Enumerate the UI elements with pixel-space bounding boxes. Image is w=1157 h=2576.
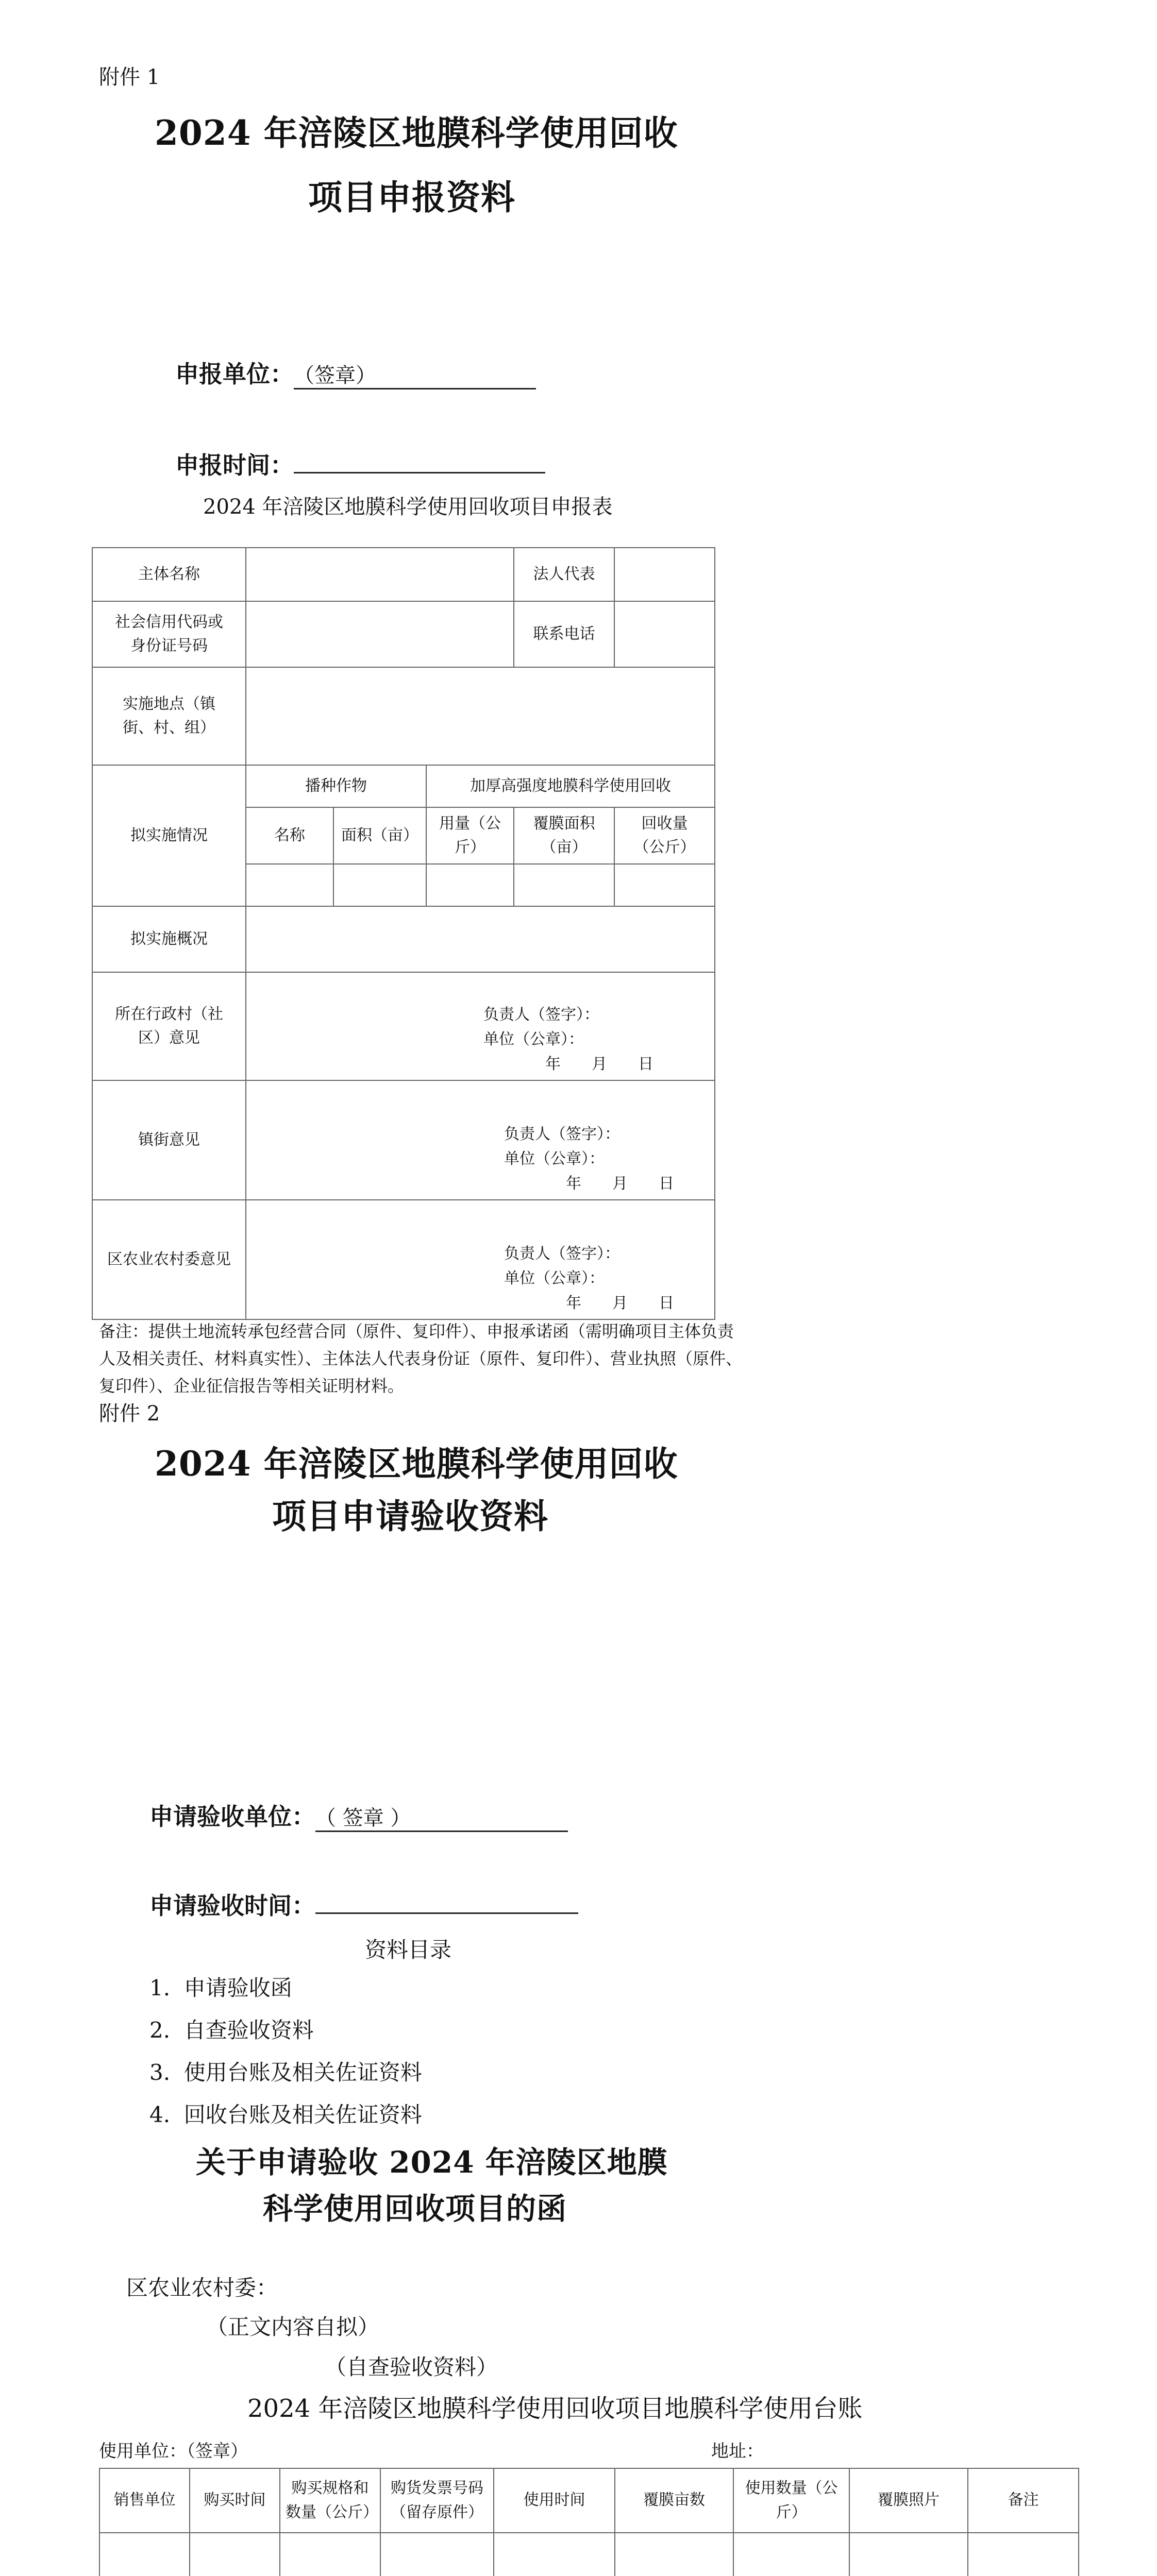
usage-address-label: 地址：	[711, 2441, 764, 2462]
attachment-2-title-line2: 项目申请验收资料	[272, 1496, 548, 1536]
village-opinion-cell[interactable]	[246, 972, 715, 1080]
location-cell[interactable]	[246, 667, 715, 765]
usage-header-seller: 销售单位	[99, 2468, 190, 2533]
toc-item: 4. 回收台账及相关佐证资料	[149, 2102, 422, 2127]
crop-name-header: 名称	[246, 807, 333, 864]
district-sign-person: 负责人（签字）：	[504, 1245, 620, 1263]
attachment-2-title-line1: 2024 年涪陵区地膜科学使用回收	[155, 1444, 678, 1484]
film-area-header: 覆膜面积（亩）	[514, 807, 614, 864]
crop-name-cell[interactable]	[246, 864, 333, 906]
village-opinion-label: 所在行政村（社区）意见	[92, 972, 246, 1080]
attachment-2-label: 附件 2	[99, 1402, 160, 1426]
location-label: 实施地点（镇街、村、组）	[92, 667, 246, 765]
accept-time-field	[149, 1884, 578, 1921]
toc-item: 3. 使用台账及相关佐证资料	[149, 2059, 422, 2085]
toc-item: 2. 自查验收资料	[149, 2017, 314, 2043]
overview-cell[interactable]	[246, 906, 715, 972]
usage-header-photo: 覆膜照片	[849, 2468, 968, 2533]
overview-label: 拟实施概况	[92, 906, 246, 972]
toc-list	[149, 1967, 422, 2136]
apply-note: 备注：提供土地流转承包经营合同（原件、复印件）、申报承诺函（需明确项目主体负责人及相关责任、材料真实性）、主体法人代表身份证（原件、复印件）、营业执照（原件、复印件）、企业征信报告等相关证明材料。	[99, 1321, 743, 1396]
village-sign-unit: 单位（公章）：	[483, 1030, 584, 1048]
table-cell[interactable]	[849, 2533, 968, 2576]
district-sign-unit: 单位（公章）：	[504, 1269, 605, 1287]
film-header: 加厚高强度地膜科学使用回收	[426, 765, 715, 807]
contact-phone-label: 联系电话	[514, 601, 614, 667]
film-area-cell[interactable]	[514, 864, 614, 906]
accept-applicant-value: （ 签章 ）	[315, 1806, 411, 1830]
district-opinion-label: 区农业农村委意见	[92, 1200, 246, 1319]
accept-applicant-field	[149, 1798, 568, 1832]
apply-time-label: 申报时间：	[175, 451, 294, 479]
crop-header: 播种作物	[246, 765, 426, 807]
letter-title-line2: 科学使用回收项目的函	[263, 2191, 567, 2226]
usage-header-use-time: 使用时间	[494, 2468, 615, 2533]
letter-body: （正文内容自拟）	[206, 2314, 380, 2340]
usage-ledger-title: 2024 年涪陵区地膜科学使用回收项目地膜科学使用台账	[247, 2394, 863, 2423]
attachment-1-title-line1: 2024 年涪陵区地膜科学使用回收	[155, 113, 678, 153]
credit-code-label: 社会信用代码或身份证号码	[92, 601, 246, 667]
film-usage-cell[interactable]	[426, 864, 514, 906]
town-opinion-label: 镇街意见	[92, 1080, 246, 1200]
letter-recipient: 区农业农村委：	[126, 2275, 278, 2300]
self-check-label: （自查验收资料）	[325, 2354, 498, 2380]
legal-rep-label: 法人代表	[514, 548, 614, 601]
district-sign-date: 年 月 日	[566, 1294, 674, 1312]
table-cell[interactable]	[280, 2533, 380, 2576]
usage-header-use-qty: 使用数量（公斤）	[733, 2468, 849, 2533]
attachment-1-label: 附件 1	[99, 65, 160, 89]
table-row	[99, 2533, 1079, 2576]
town-sign-date: 年 月 日	[566, 1175, 674, 1193]
contact-phone-cell[interactable]	[614, 601, 715, 667]
apply-table	[92, 547, 715, 1320]
applicant-label: 申报单位：	[175, 360, 294, 388]
credit-code-cell[interactable]	[246, 601, 514, 667]
legal-rep-cell[interactable]	[614, 548, 715, 601]
district-opinion-cell[interactable]	[246, 1200, 715, 1319]
toc-item: 1. 申请验收函	[149, 1975, 292, 2001]
town-sign-person: 负责人（签字）：	[504, 1125, 620, 1143]
film-recycle-cell[interactable]	[614, 864, 715, 906]
usage-ledger-table	[99, 2468, 1079, 2576]
village-sign-date: 年 月 日	[545, 1055, 653, 1073]
town-sign-unit: 单位（公章）：	[504, 1150, 605, 1168]
applicant-value: （签章）	[294, 364, 376, 387]
usage-unit-label: 使用单位：（签章）	[99, 2441, 248, 2462]
table-cell[interactable]	[733, 2533, 849, 2576]
crop-area-header: 面积（亩）	[333, 807, 426, 864]
table-cell[interactable]	[494, 2533, 615, 2576]
plan-label: 拟实施情况	[92, 765, 246, 906]
attachment-1-title-line2: 项目申报资料	[308, 177, 515, 217]
subject-name-label: 主体名称	[92, 548, 246, 601]
town-opinion-cell[interactable]	[246, 1080, 715, 1200]
accept-applicant-label: 申请验收单位：	[149, 1803, 315, 1831]
crop-area-cell[interactable]	[333, 864, 426, 906]
table-cell[interactable]	[380, 2533, 494, 2576]
usage-header-remark: 备注	[968, 2468, 1079, 2533]
usage-header-buy-time: 购买时间	[190, 2468, 280, 2533]
usage-header-film-mu: 覆膜亩数	[615, 2468, 733, 2533]
toc-title: 资料目录	[365, 1937, 452, 1962]
accept-time-label: 申请验收时间：	[149, 1892, 315, 1920]
film-recycle-header: 回收量（公斤）	[614, 807, 715, 864]
usage-header-spec-qty: 购买规格和数量（公斤）	[280, 2468, 380, 2533]
usage-header-invoice: 购货发票号码（留存原件）	[380, 2468, 494, 2533]
table-cell[interactable]	[615, 2533, 733, 2576]
table-cell[interactable]	[968, 2533, 1079, 2576]
letter-title-line1: 关于申请验收 2024 年涪陵区地膜	[196, 2145, 668, 2180]
table-cell[interactable]	[190, 2533, 280, 2576]
applicant-field	[175, 355, 536, 389]
table-cell[interactable]	[99, 2533, 190, 2576]
apply-time-field	[175, 443, 545, 481]
village-sign-person: 负责人（签字）：	[483, 1006, 599, 1024]
subject-name-cell[interactable]	[246, 548, 514, 601]
film-usage-header: 用量（公斤）	[426, 807, 514, 864]
apply-table-title: 2024 年涪陵区地膜科学使用回收项目申报表	[203, 495, 613, 519]
